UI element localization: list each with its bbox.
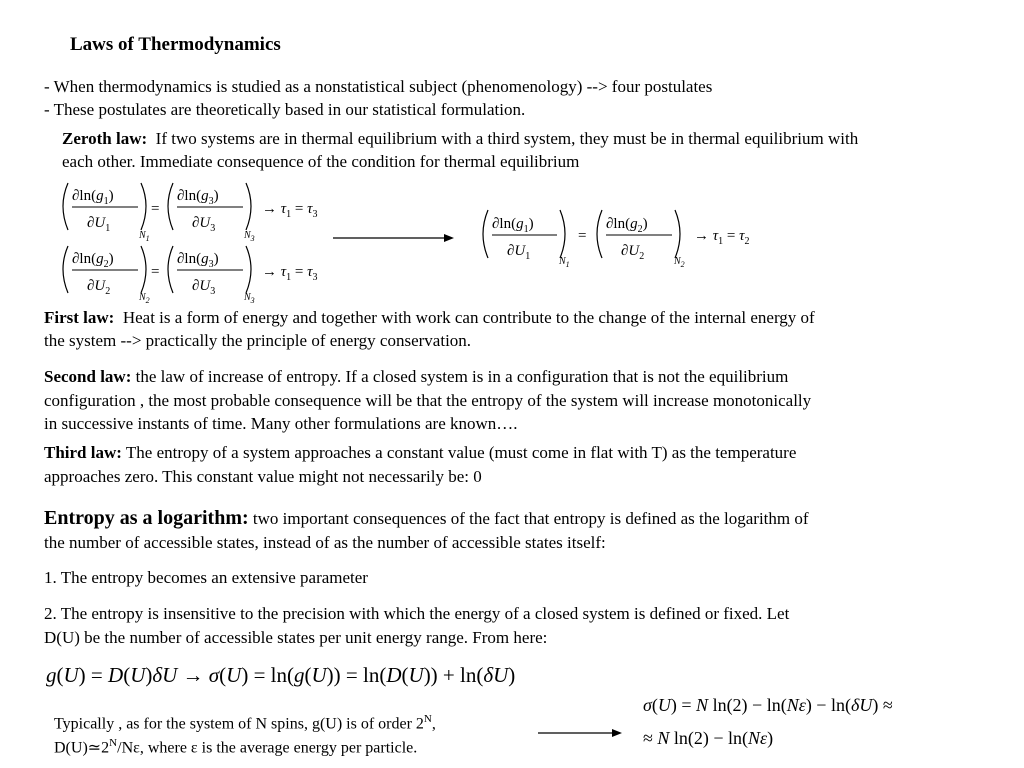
svg-text:g(U) = D(U)δU → σ(U) = ln(g(U): g(U) = D(U)δU → σ(U) = ln(g(U)) = ln(D(U)) + ln(δU) <box>46 663 516 687</box>
svg-text:∂U3: $\partial U_3$ <box>192 278 216 297</box>
typically-sup-2: N <box>109 737 118 749</box>
typically-sup-1: N <box>423 713 432 725</box>
page-title: Laws of Thermodynamics <box>70 34 281 55</box>
typically-text-1-end: , <box>431 715 436 733</box>
first-law-text-1: Heat is a form of energy and together with work can contribute to the change of the internal energy of <box>122 308 815 327</box>
second-law-line-1 <box>44 365 788 389</box>
entropy-line-2: the number of accessible states, instead of as the number of accessible states itself: <box>44 533 606 552</box>
first-law-line-2: the system --> practically the principle of energy conservation. <box>44 331 472 350</box>
equation-zeroth-1 <box>63 183 317 243</box>
svg-text:∂ln(g3): $\partial\ln(g_3)$ <box>177 188 219 207</box>
svg-text:N3: $N_3$ <box>244 292 255 305</box>
svg-text:=: = <box>578 228 587 244</box>
svg-text:N2: $N_2$ <box>139 292 150 305</box>
point-1: 1. The entropy becomes an extensive parameter <box>44 568 368 587</box>
svg-text:∂U1: $\partial U_1$ <box>507 243 531 262</box>
svg-text:N1: $N_1$ <box>559 256 570 269</box>
third-law-heading: Third law: <box>44 443 122 462</box>
svg-text:∂ln(g1): $\partial\ln(g_1)$ <box>492 216 534 235</box>
svg-text:N3: $N_3$ <box>244 230 255 243</box>
typically-line-2 <box>54 731 417 760</box>
zeroth-law-heading: Zeroth law: <box>62 129 148 148</box>
equation-sigma-approx <box>643 695 893 749</box>
svg-text:∂ln(g2): $\partial\ln(g_2)$ <box>72 251 114 270</box>
equation-entropy-log <box>46 663 515 687</box>
equation-zeroth-result <box>483 210 749 269</box>
svg-text:∂U2: $\partial U_2$ <box>621 243 645 262</box>
first-law-heading: First law: <box>44 308 115 327</box>
svg-text:≈ N ln(2) − ln(Nε): ≈ N ln(2) − ln(Nε) <box>643 728 774 748</box>
svg-text:=: = <box>151 264 160 280</box>
svg-text:∂U2: $\partial U_2$ <box>87 278 111 297</box>
zeroth-law-text-1: If two systems are in thermal equilibrium with a third system, they must be in thermal equilibrium with <box>155 129 859 148</box>
entropy-line-1 <box>44 506 809 531</box>
third-law-line-2: approaches zero. This constant value might not necessarily be: 0 <box>44 467 482 486</box>
implication-arrow-1 <box>333 234 454 242</box>
typically-text-2b: /Nε, where ε is the average energy per particle. <box>117 739 418 757</box>
svg-text:∂ln(g1): $\partial\ln(g_1)$ <box>72 188 114 207</box>
svg-text:∂ln(g2): $\partial\ln(g_2)$ <box>606 216 648 235</box>
svg-text:∂U1: $\partial U_1$ <box>87 215 111 234</box>
zeroth-law-line-2: each other. Immediate consequence of the condition for thermal equilibrium <box>62 152 580 171</box>
intro-line-1: - When thermodynamics is studied as a nonstatistical subject (phenomenology) --> four postulates <box>44 77 713 96</box>
svg-text:N1: $N_1$ <box>139 230 150 243</box>
implication-arrow-2 <box>538 729 622 737</box>
second-law-line-3: in successive instants of time. Many other formulations are known…. <box>44 414 518 433</box>
svg-text:→ τ1 = τ2: → $\tau_1 = \tau_2$ <box>694 228 750 247</box>
entropy-heading: Entropy as a logarithm: <box>44 507 249 529</box>
equation-zeroth-2 <box>63 246 317 305</box>
svg-text:→ τ1 = τ3: → $\tau_1 = \tau_3$ <box>262 201 318 220</box>
point-2-line-1: 2. The entropy is insensitive to the precision with which the energy of a closed system is defined or fixed. Let <box>44 604 790 623</box>
third-law-line-1 <box>44 441 796 465</box>
second-law-line-2: configuration , the most probable consequence will be that the entropy of the system will increase monotonically <box>44 391 812 410</box>
second-law-text-1: the law of increase of entropy. If a closed system is in a configuration that is not the equilibrium <box>135 367 789 386</box>
point-2-line-2: D(U) be the number of accessible states per unit energy range. From here: <box>44 628 548 647</box>
svg-text:→ τ1 = τ3: → $\tau_1 = \tau_3$ <box>262 264 318 283</box>
svg-text:∂U3: $\partial U_3$ <box>192 215 216 234</box>
svg-text:σ(U) = N ln(2) − ln(Nε) − ln(δ: σ(U) = N ln(2) − ln(Nε) − ln(δU) ≈ <box>643 695 893 715</box>
third-law-text-1: The entropy of a system approaches a constant value (must come in flat with T) as the temperature <box>125 443 797 462</box>
second-law-heading: Second law: <box>44 367 132 386</box>
typically-text-1: Typically , as for the system of N spins, g(U) is of order 2 <box>54 715 424 733</box>
svg-text:=: = <box>151 201 160 217</box>
intro-line-2: - These postulates are theoretically based in our statistical formulation. <box>44 100 526 119</box>
svg-text:∂ln(g3): $\partial\ln(g_3)$ <box>177 251 219 270</box>
typically-text-2a: D(U)≃2 <box>54 739 110 757</box>
svg-text:N2: $N_2$ <box>674 256 685 269</box>
first-law-line-1 <box>44 306 815 330</box>
entropy-text-1: two important consequences of the fact that entropy is defined as the logarithm of <box>252 509 809 528</box>
